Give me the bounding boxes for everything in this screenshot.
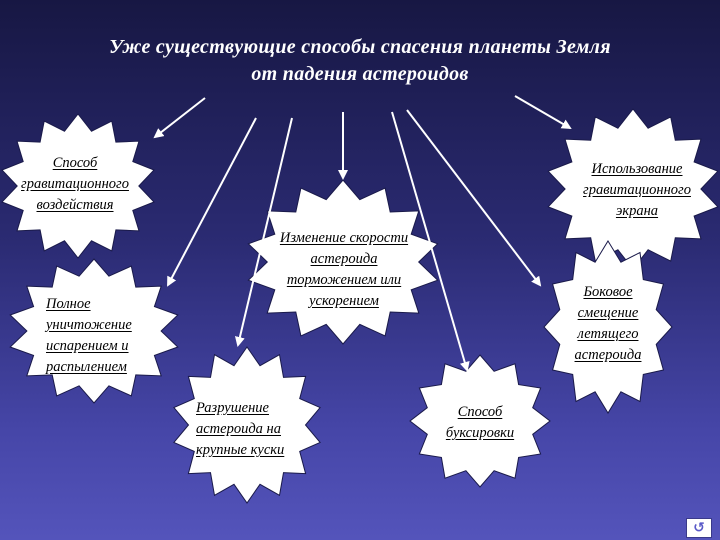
label-line: астероида на: [196, 421, 281, 437]
label-line: буксировки: [445, 425, 515, 441]
label-line: воздействия: [36, 197, 114, 213]
node-gravity-label: [0, 153, 150, 216]
node-screen-label: [557, 159, 717, 222]
node-tow-label: [430, 402, 530, 444]
label-line: крупные куски: [196, 442, 285, 458]
label-line: астероида: [310, 251, 378, 267]
arrow-to-gravity: [155, 98, 205, 137]
node-shift-label: [560, 282, 656, 366]
node-fragment-label: [196, 398, 316, 461]
label-line: торможением или: [286, 272, 402, 288]
label-line: Боковое: [583, 284, 633, 300]
title-line-1: Уже существующие способы спасения планеты Земля: [109, 36, 611, 58]
label-line: ускорением: [309, 293, 379, 309]
label-line: уничтожение: [46, 317, 132, 333]
label-line: гравитационного: [583, 182, 691, 198]
node-destroy-label: [46, 294, 166, 378]
title-line-2: от падения астероидов: [251, 63, 469, 85]
label-line: астероида: [574, 347, 642, 363]
arrow-to-destroy: [168, 118, 256, 285]
label-line: Использование: [591, 161, 683, 177]
label-line: Изменение скорости: [279, 230, 409, 246]
return-button[interactable]: [686, 518, 712, 538]
label-line: гравитационного: [21, 176, 129, 192]
node-speed-label: [254, 228, 434, 312]
label-line: испарением и: [46, 338, 129, 354]
label-line: летящего: [577, 326, 639, 342]
label-line: Полное: [46, 296, 91, 312]
label-line: Способ: [52, 155, 98, 171]
label-line: экрана: [615, 203, 659, 219]
label-line: Способ: [457, 404, 503, 420]
arrow-to-screen: [515, 96, 570, 128]
label-line: распылением: [46, 359, 127, 375]
label-line: Разрушение: [196, 400, 269, 416]
return-arrow-icon: ↺: [693, 520, 705, 536]
label-line: смещение: [577, 305, 639, 321]
